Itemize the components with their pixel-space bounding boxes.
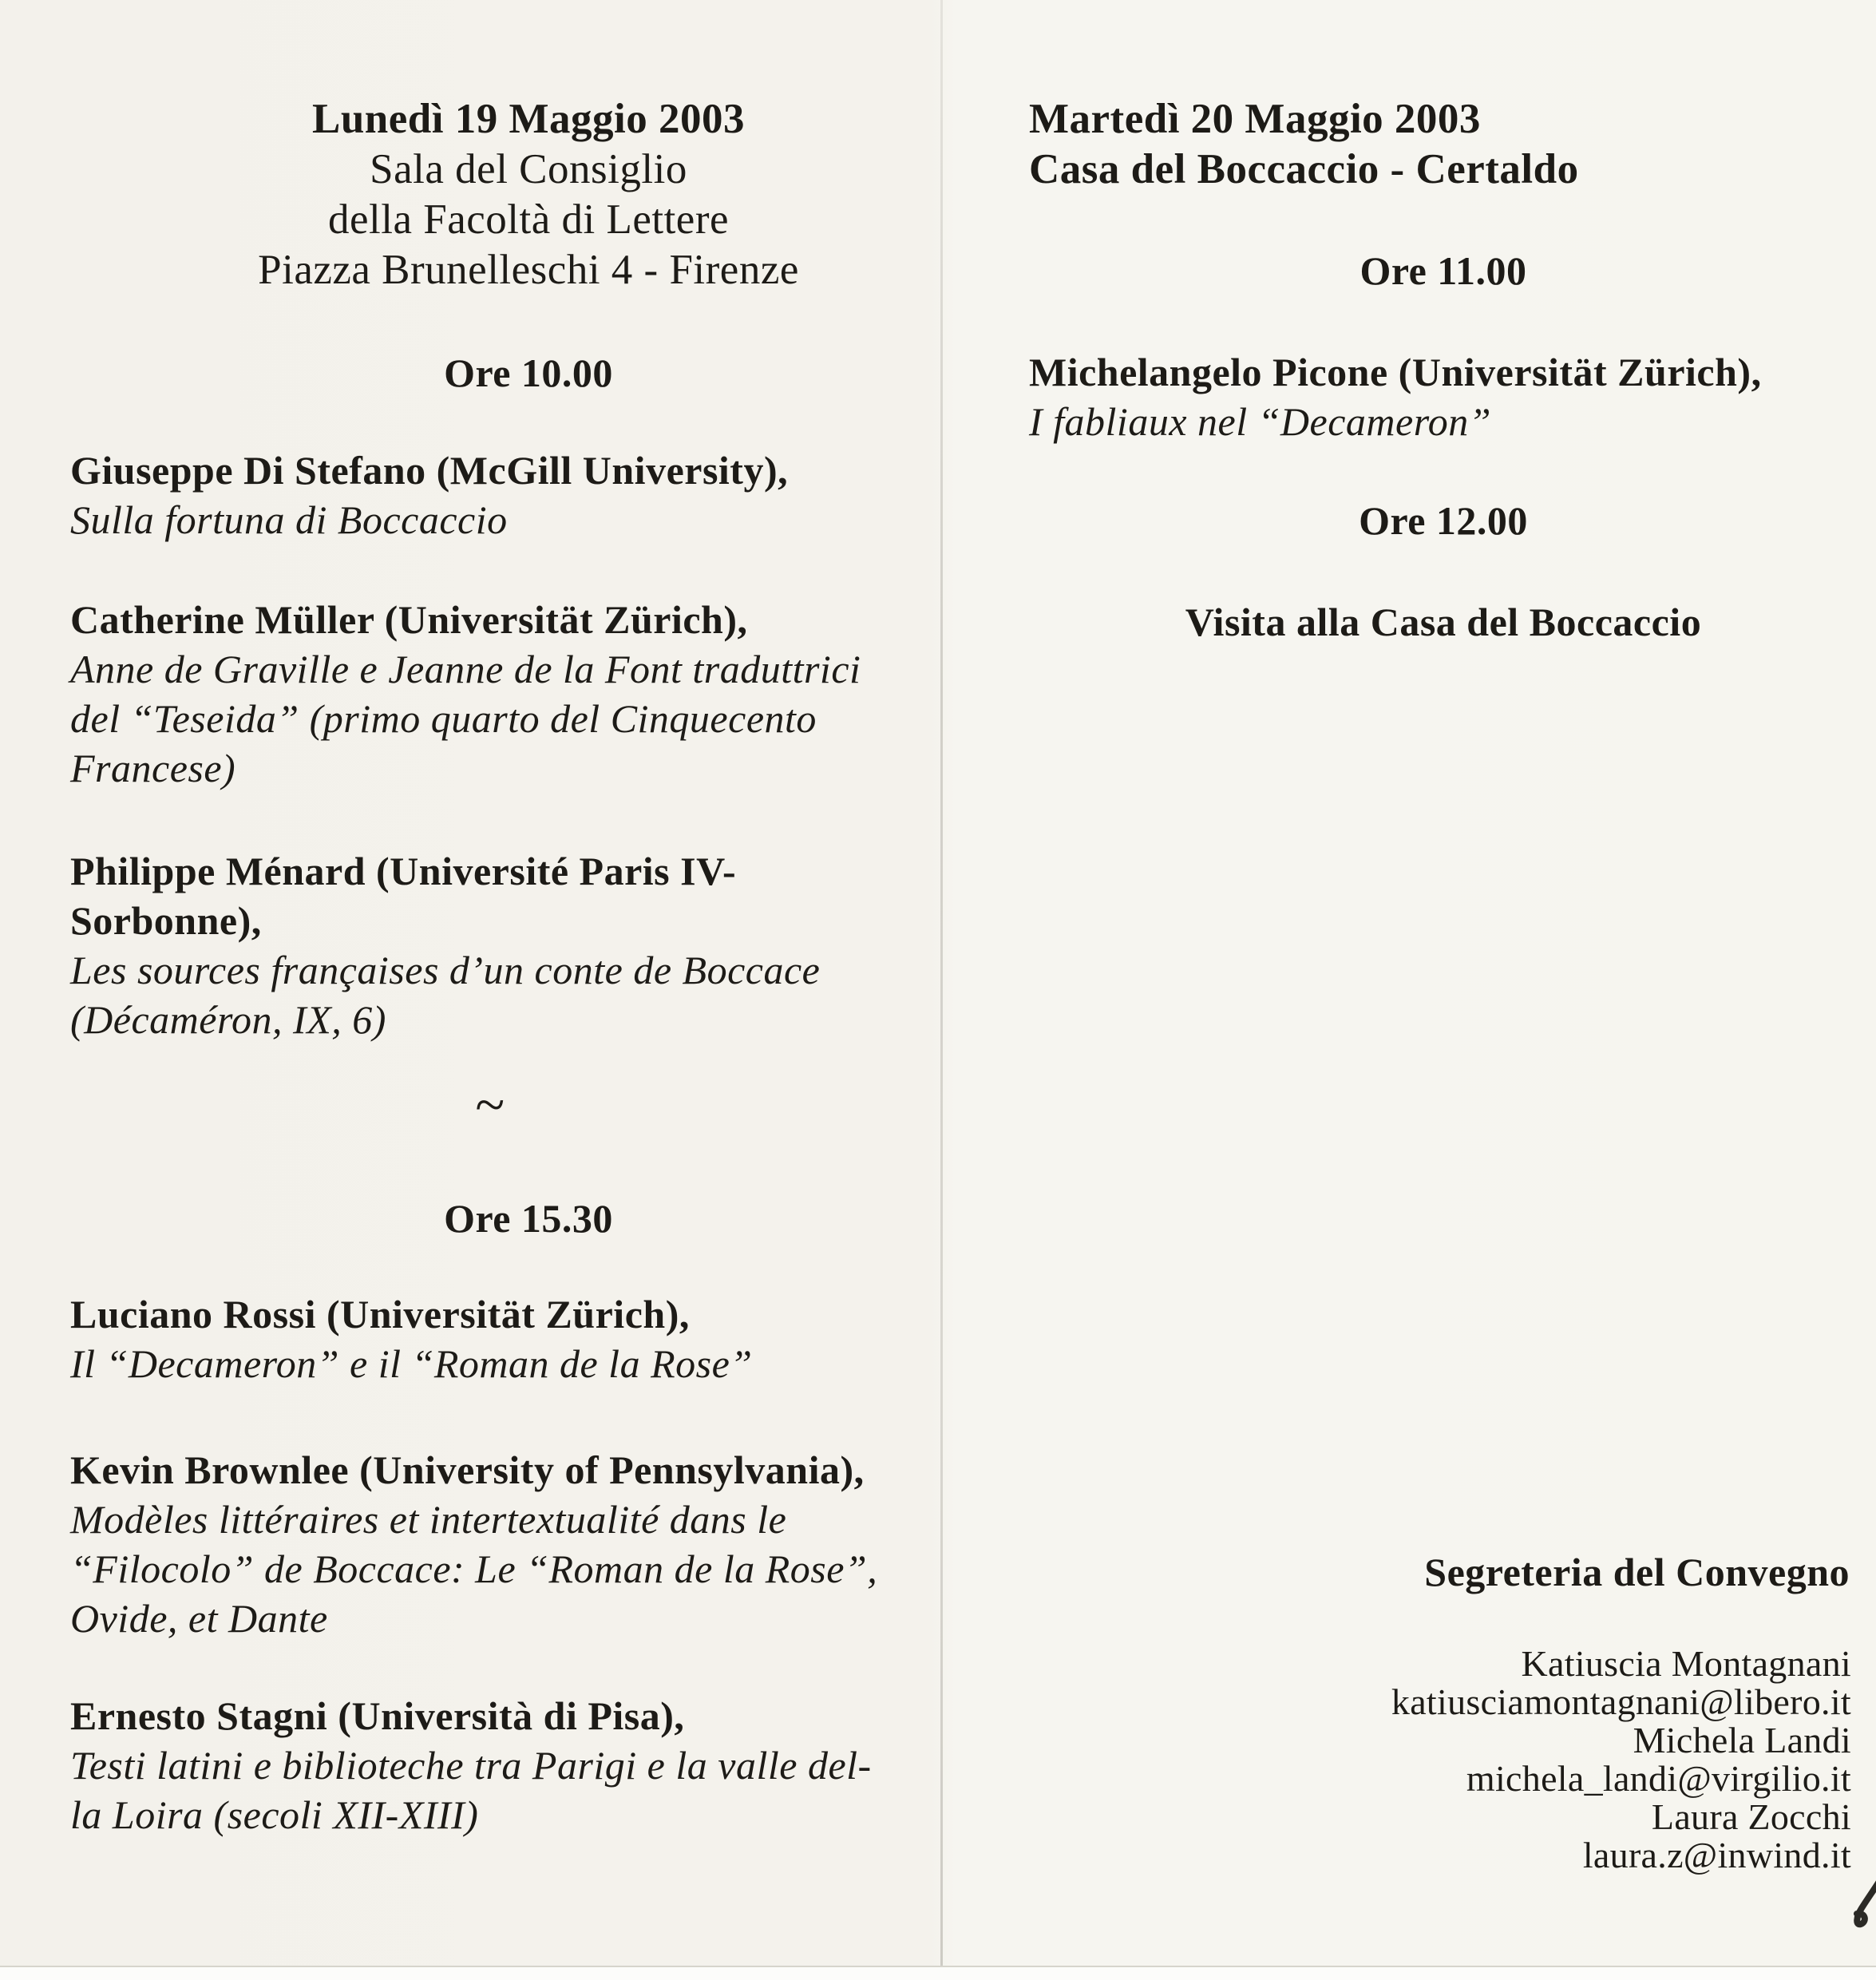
afternoon-session-time: Ore 15.30	[444, 1196, 613, 1241]
talk-title-line: I fabliaux nel “Decameron”	[1029, 399, 1492, 444]
secretariat-contacts	[1026, 1645, 1861, 1875]
tilde-separator: ~	[475, 1074, 505, 1135]
venue-line: Casa del Boccaccio - Certaldo	[1029, 146, 1579, 192]
talk-speaker: Catherine Müller (Universität Zürich),	[70, 597, 748, 642]
page-fold-line	[940, 0, 943, 1966]
date-heading: Martedì 20 Maggio 2003	[1029, 96, 1481, 142]
talk-di-stefano	[57, 446, 999, 544]
pen-mark	[1846, 1863, 1876, 1935]
venue-line: Sala del Consiglio	[370, 146, 687, 192]
venue-line: Piazza Brunelleschi 4 - Firenze	[258, 247, 799, 293]
morning-session-time: Ore 10.00	[444, 350, 613, 395]
talk-stagni	[57, 1691, 999, 1839]
talk-speaker: Luciano Rossi (Universität Zürich),	[70, 1292, 690, 1336]
session2-event: Visita alla Casa del Boccaccio	[1185, 600, 1702, 644]
right-header	[1026, 94, 1861, 195]
session1-time: Ore 11.00	[1360, 248, 1527, 293]
page-bottom-edge	[0, 1966, 1876, 1980]
left-header	[57, 94, 999, 295]
talk-speaker: Philippe Ménard (Université Paris IV-	[70, 849, 737, 893]
talk-title-line: Francese)	[70, 746, 236, 790]
talk-muller	[57, 595, 999, 793]
talk-rossi	[57, 1289, 999, 1388]
talk-brownlee	[57, 1445, 999, 1643]
talk-title-line: Modèles littéraires et intertextualité dans le	[70, 1497, 787, 1542]
secretariat-heading: Segreteria del Convegno	[1424, 1550, 1850, 1594]
talk-title-line: la Loira (secoli XII-XIII)	[70, 1792, 479, 1837]
talk-title-line: Ovide, et Dante	[70, 1596, 328, 1641]
talk-title-line: (Décaméron, IX, 6)	[70, 997, 386, 1042]
contact-email: michela_landi@virgilio.it	[1466, 1758, 1851, 1799]
talk-speaker: Kevin Brownlee (University of Pennsylvania),	[70, 1447, 865, 1492]
contact-email: katiusciamontagnani@libero.it	[1391, 1681, 1851, 1722]
contact-name: Laura Zocchi	[1651, 1796, 1851, 1837]
contact-name: Katiuscia Montagnani	[1521, 1643, 1851, 1684]
talk-title-line: Les sources françaises d’un conte de Boccace	[70, 948, 821, 992]
talk-title-line: Sulla fortuna di Boccaccio	[70, 497, 508, 542]
talk-title-line: Il “Decameron” e il “Roman de la Rose”	[70, 1341, 753, 1386]
talk-speaker: Giuseppe Di Stefano (McGill University),	[70, 448, 789, 493]
talk-title-line: Anne de Graville e Jeanne de la Font traduttrici	[70, 647, 861, 691]
date-heading: Lunedì 19 Maggio 2003	[311, 96, 746, 142]
talk-title-line: del “Teseida” (primo quarto del Cinquecento	[70, 696, 817, 741]
talk-menard	[57, 846, 999, 1044]
venue-line: della Facoltà di Lettere	[327, 196, 730, 243]
talk-speaker: Sorbonne),	[70, 898, 262, 943]
session2-time: Ore 12.00	[1359, 498, 1528, 543]
talk-picone	[1026, 347, 1861, 446]
talk-speaker: Ernesto Stagni (Università di Pisa),	[70, 1693, 685, 1738]
contact-name: Michela Landi	[1633, 1720, 1851, 1760]
contact-email: laura.z@inwind.it	[1582, 1835, 1851, 1875]
talk-title-line: “Filocolo” de Boccace: Le “Roman de la Rose”,	[70, 1546, 878, 1591]
talk-speaker: Michelangelo Picone (Universität Zürich),	[1029, 350, 1762, 394]
talk-title-line: Testi latini e biblioteche tra Parigi e la valle del-	[70, 1743, 872, 1788]
